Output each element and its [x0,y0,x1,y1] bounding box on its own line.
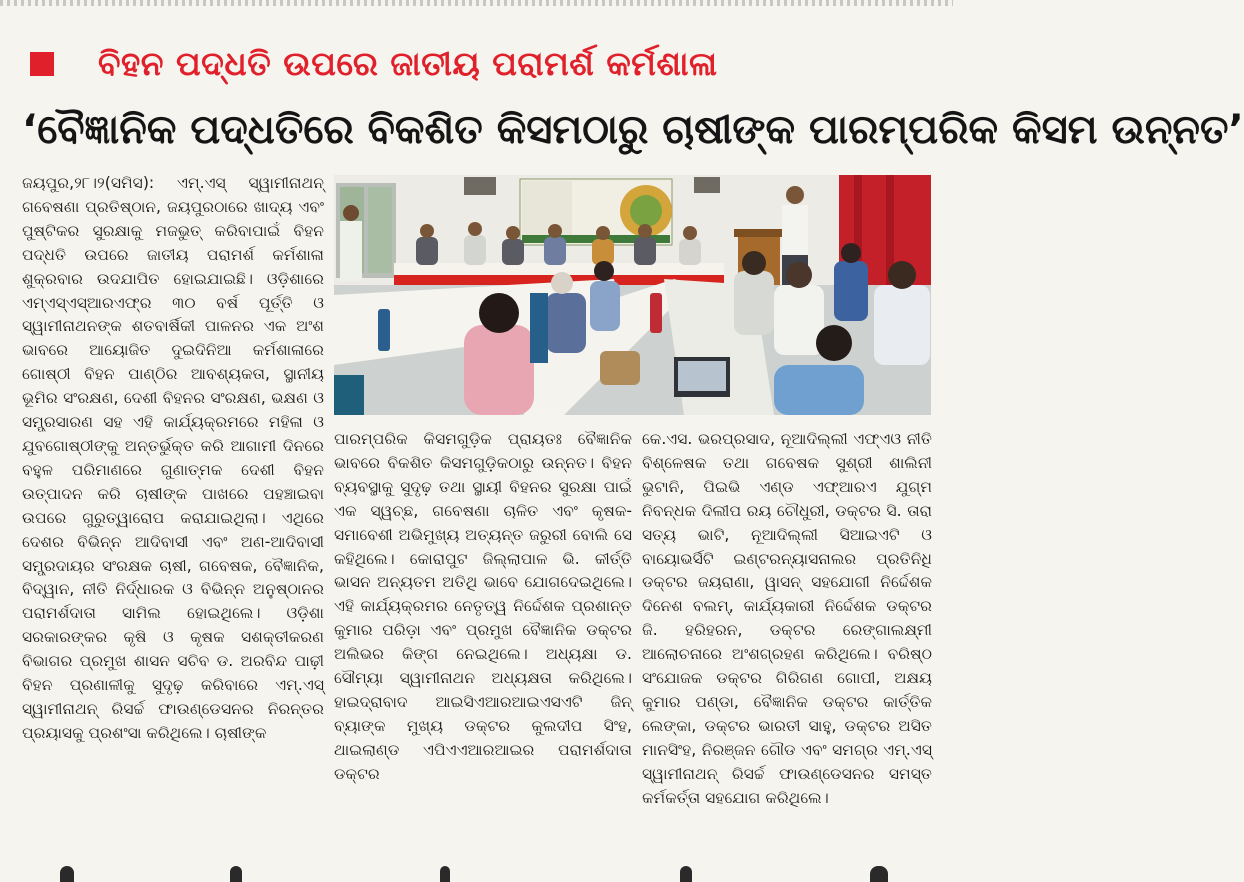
article-column-1: ଜୟପୁର,୨୮।୨(ସମିସ): ଏମ୍‌.ଏସ୍‌ ସ୍ୱାମୀନାଥନ୍‌ ଗବେଷଣା ପ୍ରତିଷ୍ଠାନ, ଜୟପୁରଠାରେ ଖାଦ୍ୟ ଏବଂ ପୁଷ୍ଟିକର ସୁରକ୍ଷାକୁ ମଜଭୁତ୍‌ କରିବାପାଇଁ ବିହନ ପଦ୍ଧତି ଉପରେ ଜାତୀୟ ପରାମର୍ଶ କର୍ମଶାଳା ଶୁକ୍ରବାର ଉଦଯାପିତ ହୋଇଯାଇଛି। ଓଡ଼ିଶାରେ ଏମ୍‌ଏସ୍‌ଏସ୍‌ଆରଏଫ୍‌ର ୩୦ ବର୍ଷ ପୂର୍ତ୍ତି ଓ ସ୍ୱାମୀନାଥନଙ୍କ ଶତବାର୍ଷିକୀ ପାଳନର ଏକ ଅଂଶ ଭାବରେ ଆୟୋଜିତ ଦୁଇଦିନିଆ କର୍ମଶାଳାରେ ଗୋଷ୍ଠୀ ବିହନ ପାଣ୍ଠିର ଆବଶ୍ୟକତା, ସ୍ଥାନୀୟ ଭୂମିର ସଂରକ୍ଷଣ, ଦେଶୀ ବିହନର ସଂରକ୍ଷଣ, ଭକ୍ଷଣ ଓ ସମ୍ପ୍ରସାରଣ ସହ ଏହି କାର୍ଯ୍ୟକ୍ରମରେ ମହିଳା ଓ ଯୁବଗୋଷ୍ଠୀଙ୍କୁ ଅନ୍ତର୍ଭୁକ୍ତ କରି ଆଗାମୀ ଦିନରେ ବହୁଳ ପରିମାଣରେ ଗୁଣାତ୍ମକ ଦେଶୀ ବିହନ ଉତ୍ପାଦନ କରି ଚାଷୀଙ୍କ ପାଖରେ ପହଞ୍ଚାଇବା ଉପରେ ଗୁରୁତ୍ୱାରୋପ କରାଯାଇଥିଲା। ଏଥିରେ ଦେଶର ବିଭିନ୍ନ ଆଦିବାସୀ ଏବଂ ଅଣ-ଆଦିବାସୀ ସମ୍ପ୍ରଦାୟର ସଂରକ୍ଷକ ଚାଷୀ, ଗବେଷକ, ବୈଜ୍ଞାନିକ, ବିଦ୍ୱାନ, ନୀତି ନିର୍ଦ୍ଧାରକ ଓ ବିଭିନ୍ନ ଅନୁଷ୍ଠାନର ପରାମର୍ଶଦାତା ସାମିଲ ହୋଇଥିଲେ। ଓଡ଼ିଶା ସରକାରଙ୍କର କୃଷି ଓ କୃଷକ ସଶକ୍ତୀକରଣ ବିଭାଗର ପ୍ରମୁଖ ଶାସନ ସଚିବ ଡ. ଅରବିନ୍ଦ ପାଢ଼ୀ ବିହନ ପ୍ରଣାଳୀକୁ ସୁଦୃଢ଼ କରିବାରେ ଏମ୍‌.ଏସ୍‌ ସ୍ୱାମୀନାଥନ୍‌ ରିସର୍ଚ୍ଚ ଫାଉଣ୍ଡେସନର ନିରନ୍ତର ପ୍ରୟାସକୁ ପ୍ରଶଂସା କରିଥିଲେ। ଚାଷୀଙ୍କ [22,174,324,742]
red-square-bullet [30,52,54,76]
kicker-row [30,38,930,90]
kicker-heading: ବିହନ ପଦ୍ଧତି ଉପରେ ଜାତୀୟ ପରାମର୍ଶ କର୍ମଶାଳା [98,44,718,83]
next-article-cutoff [0,862,953,879]
top-dotted-rule [0,0,953,6]
headline: ‘ବୈଜ୍ଞାନିକ ପଦ୍ଧତିରେ ବିକଶିତ କିସମଠାରୁ ଚାଷୀଙ୍କ ପାରମ୍ପରିକ କିସମ ଉନ୍ନତ’ [22,107,1244,153]
article-column-3: କେ.ଏସ. ଭରପ୍ରସାଦ, ନୂଆଦିଲ୍ଲୀ ଏଫ୍‌ଏଓ ନୀତି ବିଶ୍ଳେଷକ ତଥା ଗବେଷକ ସୁଶ୍ରୀ ଶାଲିନୀ ଭୁଟାନି, ପିଇଭି ଏଣ୍ଡ ଏଫ୍‌ଆରଏ ଯୁଗ୍ମ ନିବନ୍ଧକ ଦିଲୀପ ରୟ ଚୌଧୁରୀ, ଡକ୍ଟର ସି. ତାରା ସତ୍ୟ ଭାଟି, ନୂଆଦିଲ୍ଲୀ ସିଆଇଏଟି ଓ ବାୟୋଭର୍ସିଟି ଇଣ୍ଟରନ୍ୟାସନାଲର ପ୍ରତିନିଧି ଡକ୍ଟର ଜୟରାଣା, ୱାସନ୍‌ ସହଯୋଗୀ ନିର୍ଦ୍ଦେଶକ ଦିନେଶ ବଲମ୍‌, କାର୍ଯ୍ୟକାରୀ ନିର୍ଦ୍ଦେଶକ ଡକ୍ଟର ଜି. ହରିହରନ, ଡକ୍ଟର ରେଙ୍ଗାଲକ୍ଷ୍ମୀ ଆଲୋଚନାରେ ଅଂଶଗ୍ରହଣ କରିଥିଲେ। ବରିଷ୍ଠ ସଂଯୋଜକ ଡକ୍ଟର ଗିରିଗଣ ଗୋପୀ, ଅକ୍ଷୟ କୁମାର ପଣ୍ଡା, ବୈଜ୍ଞାନିକ ଡକ୍ଟର କାର୍ତ୍ତିକ ଲେଙ୍କା, ଡକ୍ଟର ଭାରତୀ ସାହୁ, ଡକ୍ଟର ଅସିତ ମାନସିଂହ, ନିରଞ୍ଜନ ଗୌଡ ଏବଂ ସମଗ୍ର ଏମ୍‌.ଏସ୍‌ ସ୍ୱାମୀନାଥନ୍‌ ରିସର୍ଚ୍ଚ ଫାଉଣ୍ଡେସନର ସମସ୍ତ କର୍ମକର୍ତ୍ତା ସହଯୋଗ କରିଥିଲେ। [642,430,932,807]
workshop-photo [334,175,931,415]
article-column-2: ପାରମ୍ପରିକ କିସମଗୁଡ଼ିକ ପ୍ରାୟତଃ ବୈଜ୍ଞାନିକ ଭାବରେ ବିକଶିତ କିସମଗୁଡ଼ିକଠାରୁ ଉନ୍ନତ। ବିହନ ବ୍ୟବସ୍ଥାକୁ ସୁଦୃଢ଼ ତଥା ସ୍ଥାୟୀ ବିହନର ସୁରକ୍ଷା ପାଇଁ ଏକ ସ୍ୱଚ୍ଛ, ଗବେଷଣା ଚାଳିତ ଏବଂ କୃଷକ-ସମାବେଶୀ ଅଭିମୁଖ୍ୟ ଅତ୍ୟନ୍ତ ଜରୁରୀ ବୋଲି ସେ କହିଥିଲେ। କୋରାପୁଟ ଜିଲ୍ଲାପାଳ ଭି. କୀର୍ତ୍ତି ଭାସନ ଅନ୍ୟତମ ଅତିଥି ଭାବେ ଯୋଗଦେଇଥିଲେ। ଏହି କାର୍ଯ୍ୟକ୍ରମର ନେତୃତ୍ୱ ନିର୍ଦ୍ଦେଶକ ପ୍ରଶାନ୍ତ କୁମାର ପରିଡ଼ା ଏବଂ ପ୍ରମୁଖ ବୈଜ୍ଞାନିକ ଡକ୍ଟର ଅଲିଭର କିଙ୍ଗ ନେଇଥିଲେ। ଅଧ୍ୟକ୍ଷା ଡ. ସୌମ୍ୟା ସ୍ୱାମୀନାଥନ ଅଧ୍ୟକ୍ଷତା କରିଥିଲେ। ହାଇଦ୍ରାବାଦ ଆଇସିଏଆରଆଇଏସଏଟି ଜିନ୍‌ ବ୍ୟାଙ୍କ ମୁଖ୍ୟ ଡକ୍ଟର କୁଲଦୀପ ସିଂହ, ଥାଇଲାଣ୍ଡ ଏପିଏଏଆରଆଇର ପରାମର୍ଶଦାତା ଡକ୍ଟର [334,430,632,783]
